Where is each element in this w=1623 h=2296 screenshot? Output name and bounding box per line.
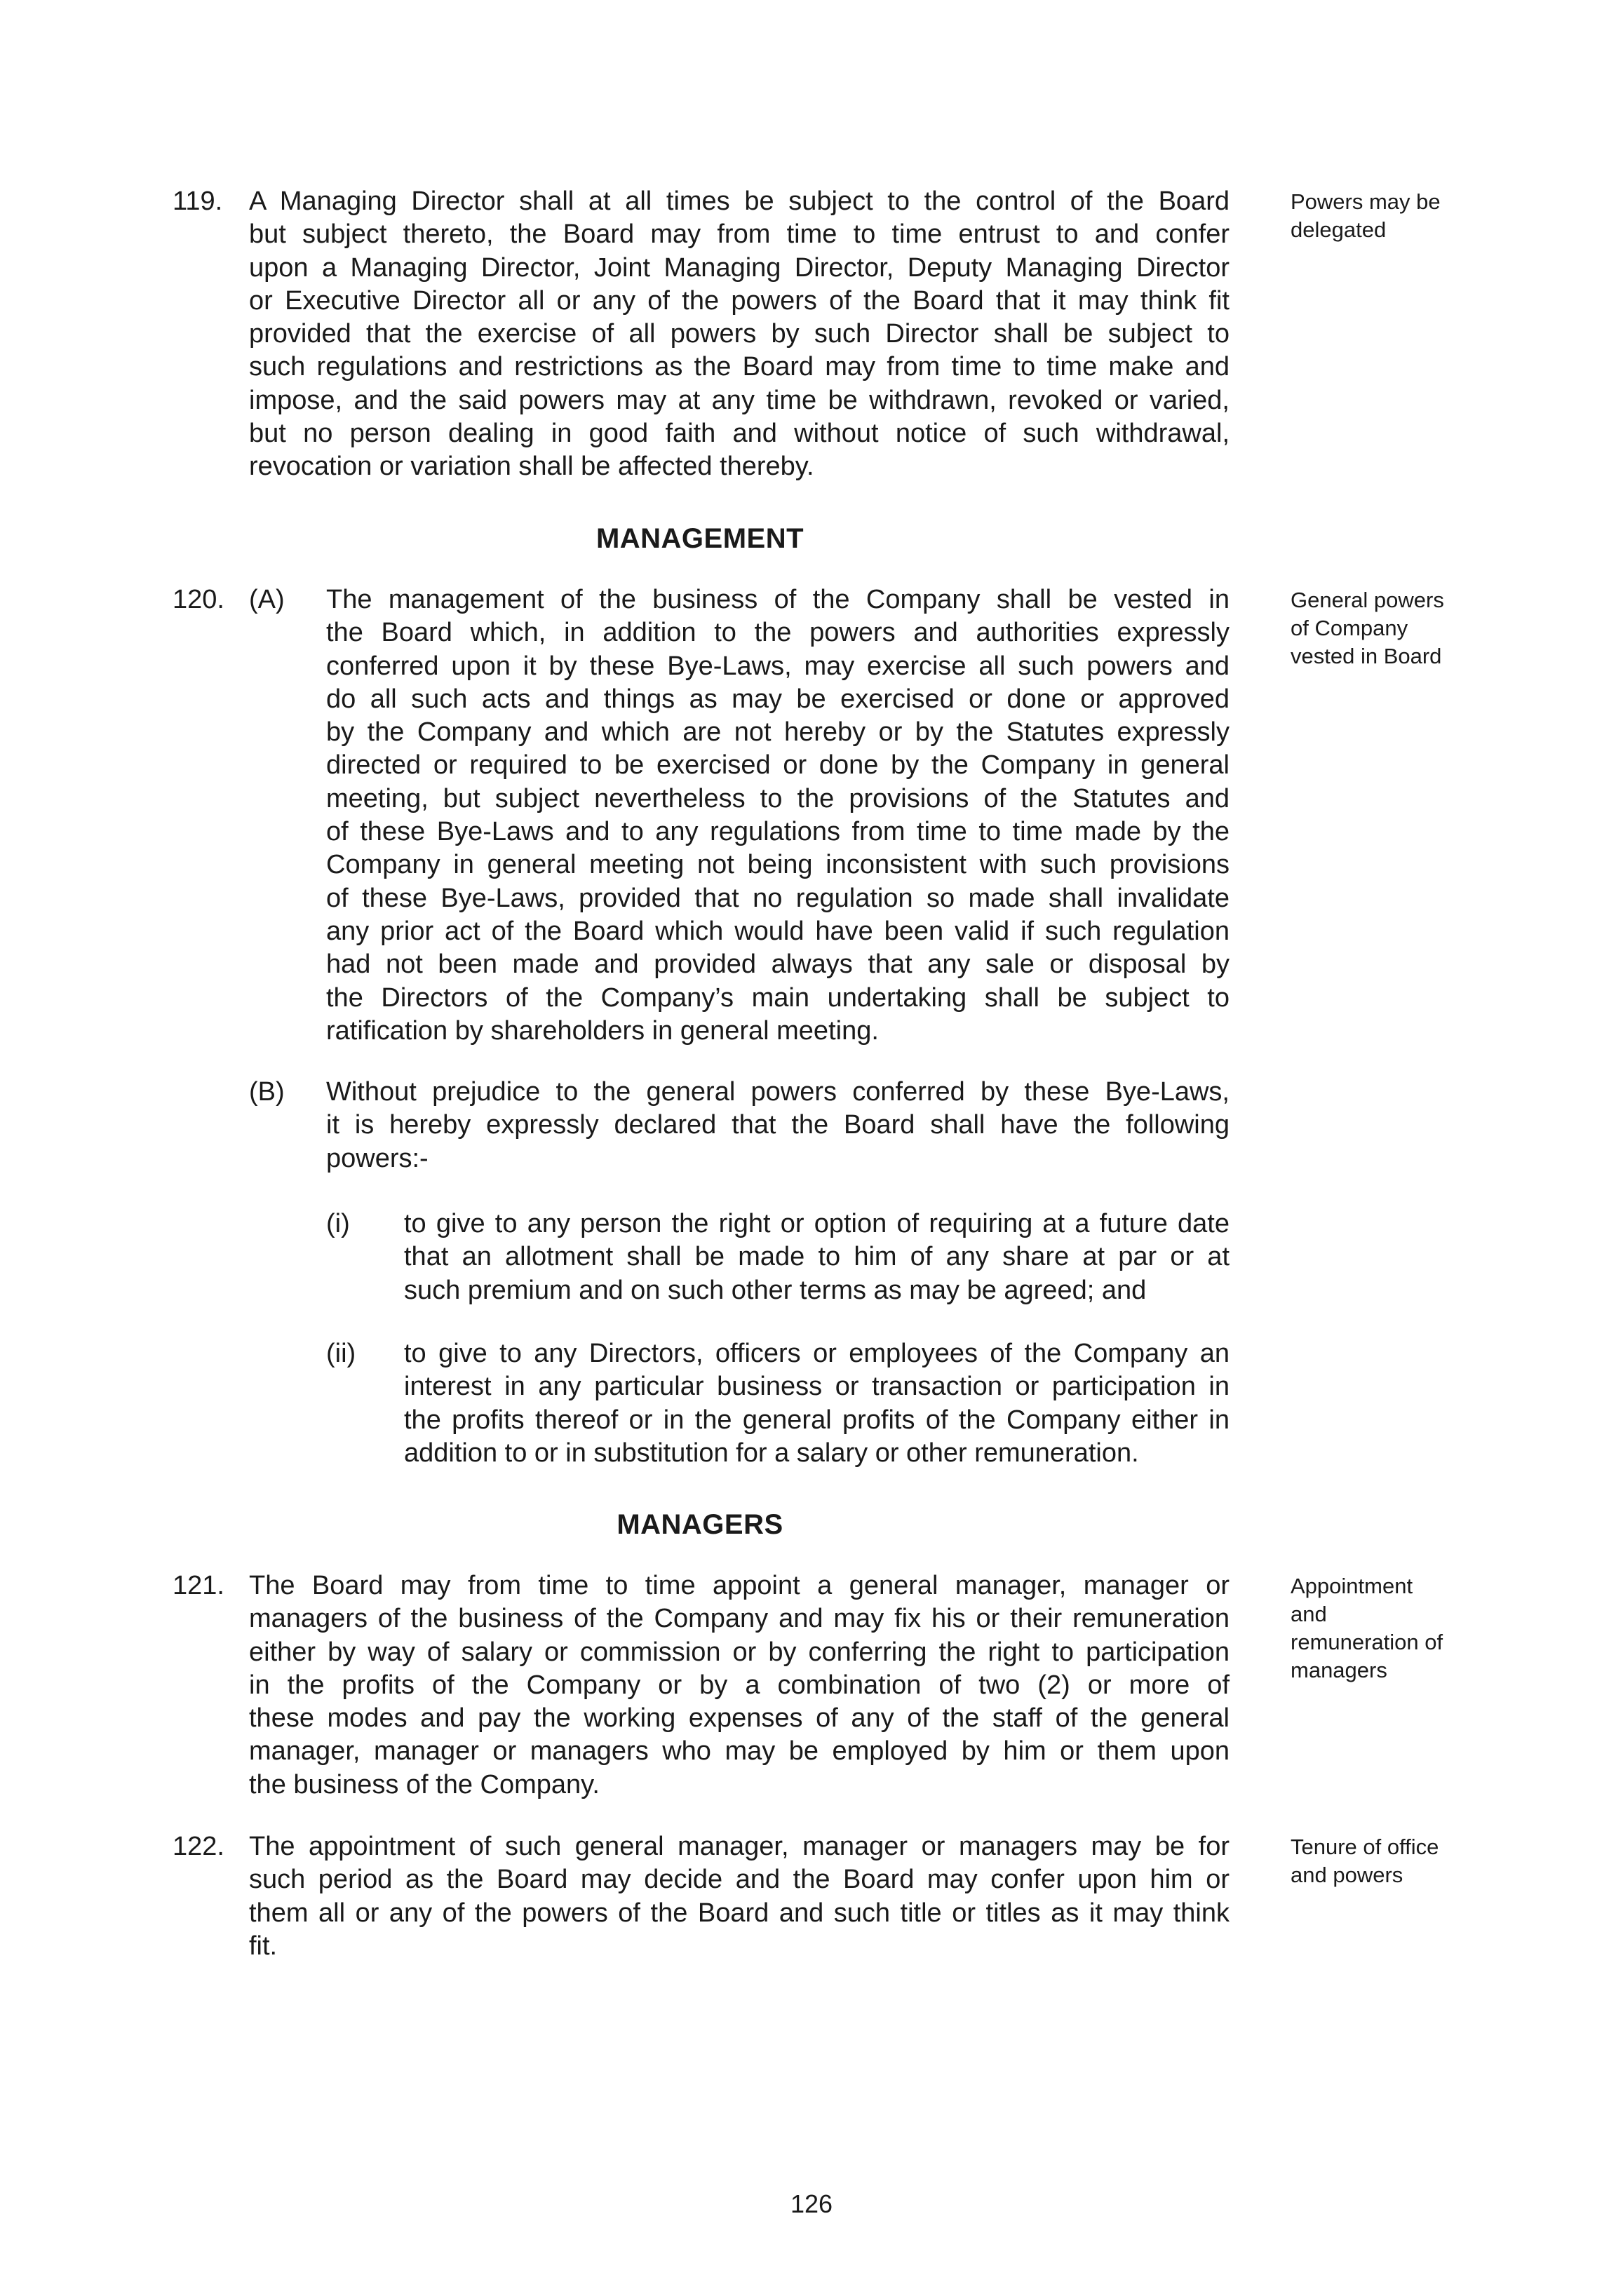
side-note-line: and <box>1291 1602 1327 1626</box>
text-line: in the profits of the Company or by a combination of two (2) or more of <box>249 1670 1230 1700</box>
item-i-text <box>404 1208 1230 1307</box>
text-line: these modes and pay the working expenses of any of the staff of the general <box>249 1703 1230 1734</box>
side-note-line: Powers may be <box>1291 189 1441 214</box>
text-line: either by way of salary or commission or by conferring the right to participation <box>249 1637 1230 1667</box>
side-note-line: Tenure of office <box>1291 1835 1439 1859</box>
text-line: fit. <box>249 1931 278 1961</box>
text-line: to give to any Directors, officers or employees of the Company an <box>404 1339 1230 1368</box>
clause-number: 119. <box>173 187 223 216</box>
text-line: directed or required to be exercised or done by the Company in general <box>326 750 1230 781</box>
text-line: that an allotment shall be made to him of any share at par or at <box>404 1242 1230 1272</box>
text-line: ratification by shareholders in general meeting. <box>326 1015 879 1046</box>
section-heading-managers: MANAGERS <box>617 1509 783 1540</box>
text-line: Without prejudice to the general powers conferred by these Bye-Laws, <box>326 1077 1230 1107</box>
text-line: provided that the exercise of all powers by such Director shall be subject to <box>249 319 1230 349</box>
text-line: do all such acts and things as may be exercised or done or approved <box>326 684 1230 714</box>
text-line: impose, and the said powers may at any time be withdrawn, revoked or varied, <box>249 385 1230 415</box>
text-line: interest in any particular business or transaction or participation in <box>404 1372 1230 1402</box>
clause-number: 120. <box>173 585 224 614</box>
text-line: upon a Managing Director, Joint Managing Director, Deputy Managing Director <box>249 252 1230 283</box>
text-line: meeting, but subject nevertheless to the provisions of the Statutes and <box>326 783 1230 813</box>
text-line: had not been made and provided always that any sale or disposal by <box>326 950 1230 980</box>
side-note-line: remuneration of <box>1291 1630 1443 1654</box>
side-note-line: Appointment <box>1291 1574 1413 1598</box>
side-note <box>1291 1572 1501 1684</box>
item-label: (ii) <box>326 1339 356 1368</box>
subclause-label: (B) <box>249 1077 285 1107</box>
page-number: 126 <box>790 2189 833 2218</box>
text-line: it is hereby expressly declared that the Board shall have the following <box>326 1110 1230 1140</box>
text-line: revocation or variation shall be affected thereby. <box>249 452 814 482</box>
subclause-b-text <box>326 1076 1230 1175</box>
clause-number: 121. <box>173 1571 224 1600</box>
text-line: the Board which, in addition to the powers and authorities expressly <box>326 618 1230 648</box>
text-line: managers of the business of the Company and may fix his or their remuneration <box>249 1604 1230 1634</box>
side-note-line: delegated <box>1291 217 1387 242</box>
side-note-line: and powers <box>1291 1863 1403 1887</box>
clause-number: 122. <box>173 1832 224 1861</box>
clause-text <box>249 1569 1230 1802</box>
clause-text <box>249 1830 1230 1963</box>
text-line: such regulations and restrictions as the Board may from time to time make and <box>249 352 1230 382</box>
text-line: Company in general meeting not being inconsistent with such provisions <box>326 850 1230 880</box>
text-line: but subject thereto, the Board may from time to time entrust to and confer <box>249 220 1230 250</box>
side-note-line: of Company <box>1291 616 1408 640</box>
text-line: but no person dealing in good faith and without notice of such withdrawal, <box>249 419 1230 449</box>
text-line: or Executive Director all or any of the powers of the Board that it may think fit <box>249 285 1230 316</box>
text-line: them all or any of the powers of the Board and such title or titles as it may think <box>249 1898 1230 1928</box>
text-line: the profits thereof or in the general profits of the Company either in <box>404 1405 1230 1435</box>
text-line: such premium and on such other terms as may be agreed; and <box>404 1275 1147 1305</box>
text-line: The appointment of such general manager, manager or managers may be for <box>249 1832 1230 1861</box>
subclause-label: (A) <box>249 585 285 614</box>
text-line: of these Bye-Laws, provided that no regulation so made shall invalidate <box>326 883 1230 913</box>
side-note-line: vested in Board <box>1291 644 1442 668</box>
side-note <box>1291 1833 1501 1889</box>
side-note-line: General powers <box>1291 588 1444 612</box>
text-line: manager, manager or managers who may be employed by him or them upon <box>249 1736 1230 1767</box>
text-line: the Directors of the Company’s main undertaking shall be subject to <box>326 982 1230 1013</box>
clause-text <box>249 185 1230 484</box>
item-label: (i) <box>326 1209 350 1238</box>
text-line: The Board may from time to time appoint a general manager, manager or <box>249 1571 1230 1600</box>
side-note-line: managers <box>1291 1658 1387 1682</box>
text-line: A Managing Director shall at all times be subject to the control of the Board <box>249 187 1230 216</box>
side-note <box>1291 586 1501 670</box>
text-line: of these Bye-Laws and to any regulations from time to time made by the <box>326 817 1230 847</box>
text-line: to give to any person the right or option of requiring at a future date <box>404 1209 1230 1238</box>
text-line: addition to or in substitution for a salary or other remuneration. <box>404 1438 1139 1468</box>
side-note <box>1291 188 1501 244</box>
text-line: powers:- <box>326 1143 429 1173</box>
text-line: The management of the business of the Company shall be vested in <box>326 585 1230 614</box>
section-heading-management: MANAGEMENT <box>595 523 804 554</box>
text-line: such period as the Board may decide and the Board may confer upon him or <box>249 1865 1230 1895</box>
item-ii-text <box>404 1337 1230 1470</box>
text-line: conferred upon it by these Bye-Laws, may exercise all such powers and <box>326 651 1230 681</box>
subclause-a-text <box>326 583 1230 1048</box>
text-line: by the Company and which are not hereby or by the Statutes expressly <box>326 717 1230 748</box>
text-line: any prior act of the Board which would have been valid if such regulation <box>326 916 1230 946</box>
text-line: the business of the Company. <box>249 1769 600 1799</box>
